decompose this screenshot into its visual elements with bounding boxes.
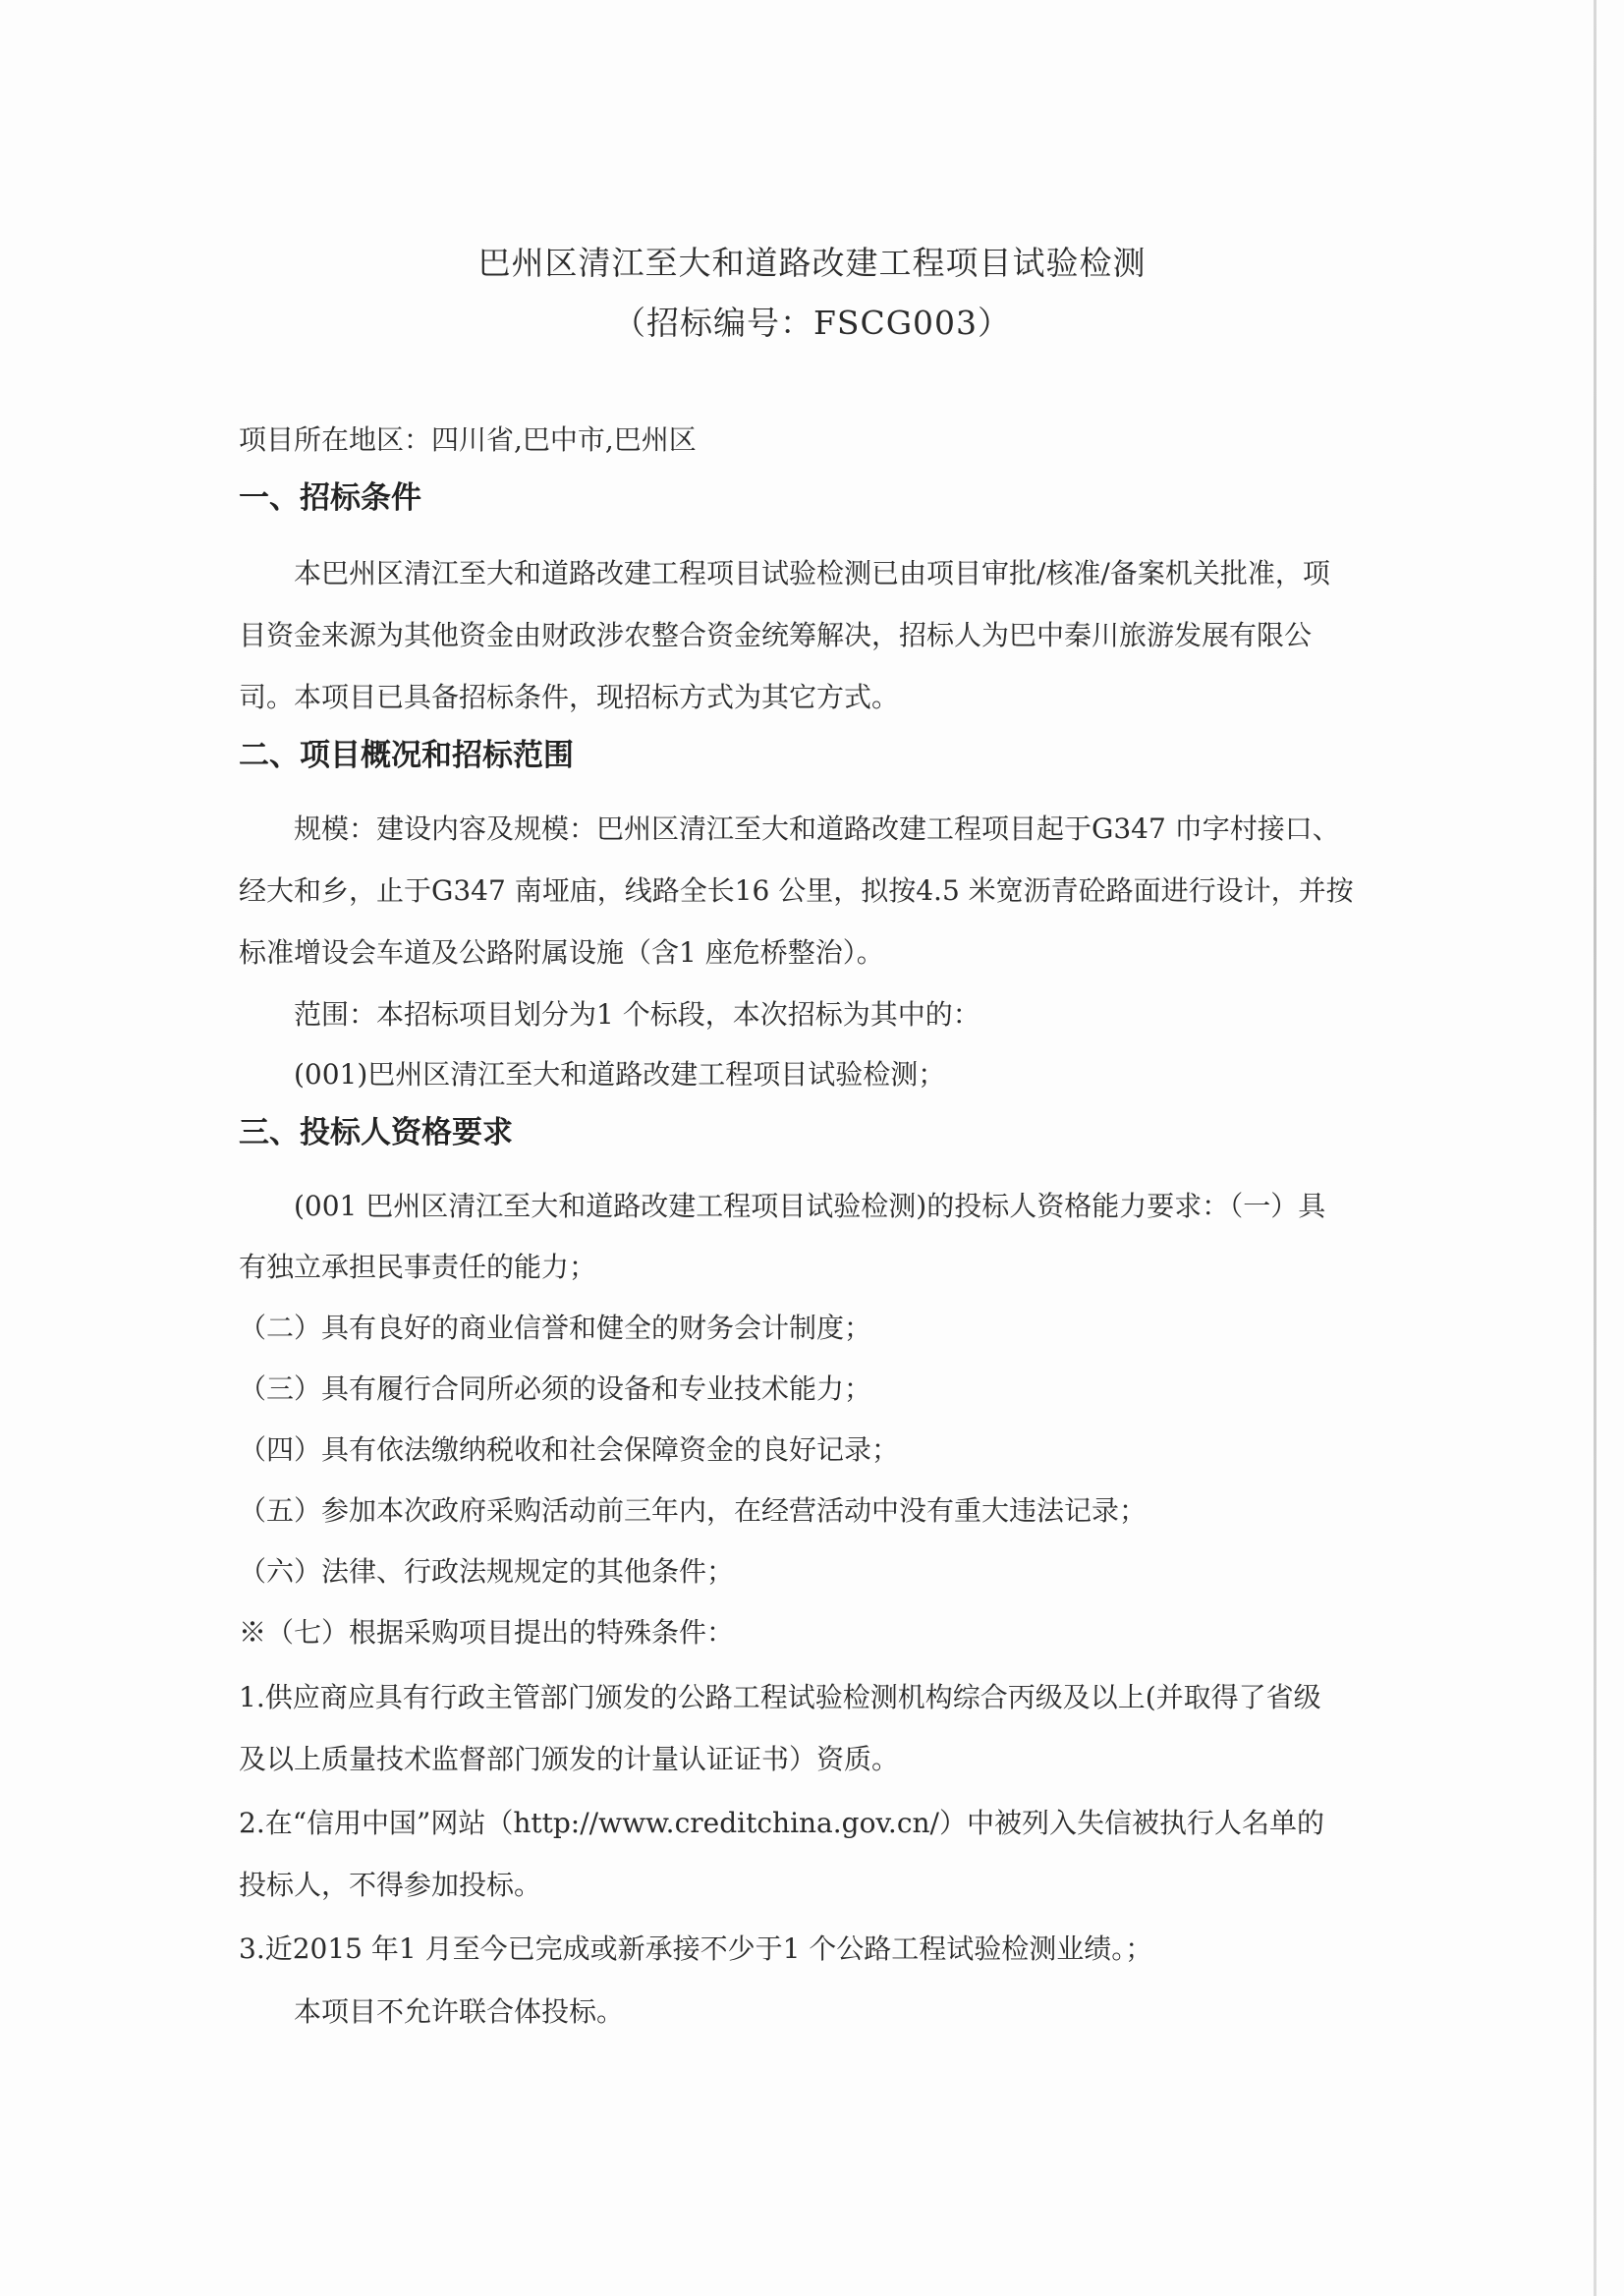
section-1-line: 司。本项目已具备招标条件，现招标方式为其它方式。 xyxy=(239,681,900,713)
section-2-line: 标准增设会车道及公路附属设施（含1 座危桥整治）。 xyxy=(239,936,884,969)
section-3-line: （四）具有依法缴纳税收和社会保障资金的良好记录； xyxy=(239,1433,900,1466)
section-3-line: （六）法律、行政法规规定的其他条件； xyxy=(239,1555,735,1588)
bid-number: （招标编号：FSCG003） xyxy=(612,304,1012,342)
section-3-line: 有独立承担民事责任的能力； xyxy=(239,1251,597,1283)
section-2-line: 范围：本招标项目划分为1 个标段，本次招标为其中的： xyxy=(294,998,980,1031)
section-3-heading: 三、投标人资格要求 xyxy=(239,1115,513,1150)
section-3-line: 2.在“信用中国”网站（http://www.creditchina.gov.cn/）中被列入失信被执行人名单的 xyxy=(239,1807,1324,1839)
scan-edge-line xyxy=(1594,0,1596,2296)
section-2-line: (001)巴州区清江至大和道路改建工程项目试验检测； xyxy=(294,1058,946,1091)
section-2-heading: 二、项目概况和招标范围 xyxy=(239,738,574,773)
project-location: 项目所在地区：四川省,巴中市,巴州区 xyxy=(239,423,697,456)
section-2-line: 规模：建设内容及规模：巴州区清江至大和道路改建工程项目起于G347 巾字村接口、 xyxy=(294,812,1340,845)
section-1-heading: 一、招标条件 xyxy=(239,480,421,516)
section-3-line: ※（七）根据采购项目提出的特殊条件： xyxy=(239,1616,735,1649)
section-1-line: 目资金来源为其他资金由财政涉农整合资金统筹解决，招标人为巴中秦川旅游发展有限公 xyxy=(239,619,1313,651)
section-3-line: 及以上质量技术监督部门颁发的计量认证证书）资质。 xyxy=(239,1743,900,1775)
section-3-line: 1.供应商应具有行政主管部门颁发的公路工程试验检测机构综合丙级及以上(并取得了省级 xyxy=(239,1681,1321,1713)
document-title: 巴州区清江至大和道路改建工程项目试验检测 xyxy=(477,244,1147,282)
section-3-line: （三）具有履行合同所必须的设备和专业技术能力； xyxy=(239,1372,872,1405)
section-3-line: （五）参加本次政府采购活动前三年内，在经营活动中没有重大违法记录； xyxy=(239,1494,1148,1527)
section-3-line: （二）具有良好的商业信誉和健全的财务会计制度； xyxy=(239,1312,872,1344)
section-3-line: 3.近2015 年1 月至今已完成或新承接不少于1 个公路工程试验检测业绩。； xyxy=(239,1932,1153,1965)
section-3-line: (001 巴州区清江至大和道路改建工程项目试验检测)的投标人资格能力要求：（一）具 xyxy=(294,1190,1326,1222)
section-1-line: 本巴州区清江至大和道路改建工程项目试验检测已由项目审批/核准/备案机关批准，项 xyxy=(294,557,1330,589)
section-3-line: 本项目不允许联合体投标。 xyxy=(294,1995,625,2028)
section-2-line: 经大和乡，止于G347 南垭庙，线路全长16 公里，拟按4.5 米宽沥青砼路面进行设计，并按 xyxy=(239,874,1354,907)
section-3-line: 投标人，不得参加投标。 xyxy=(239,1869,542,1901)
